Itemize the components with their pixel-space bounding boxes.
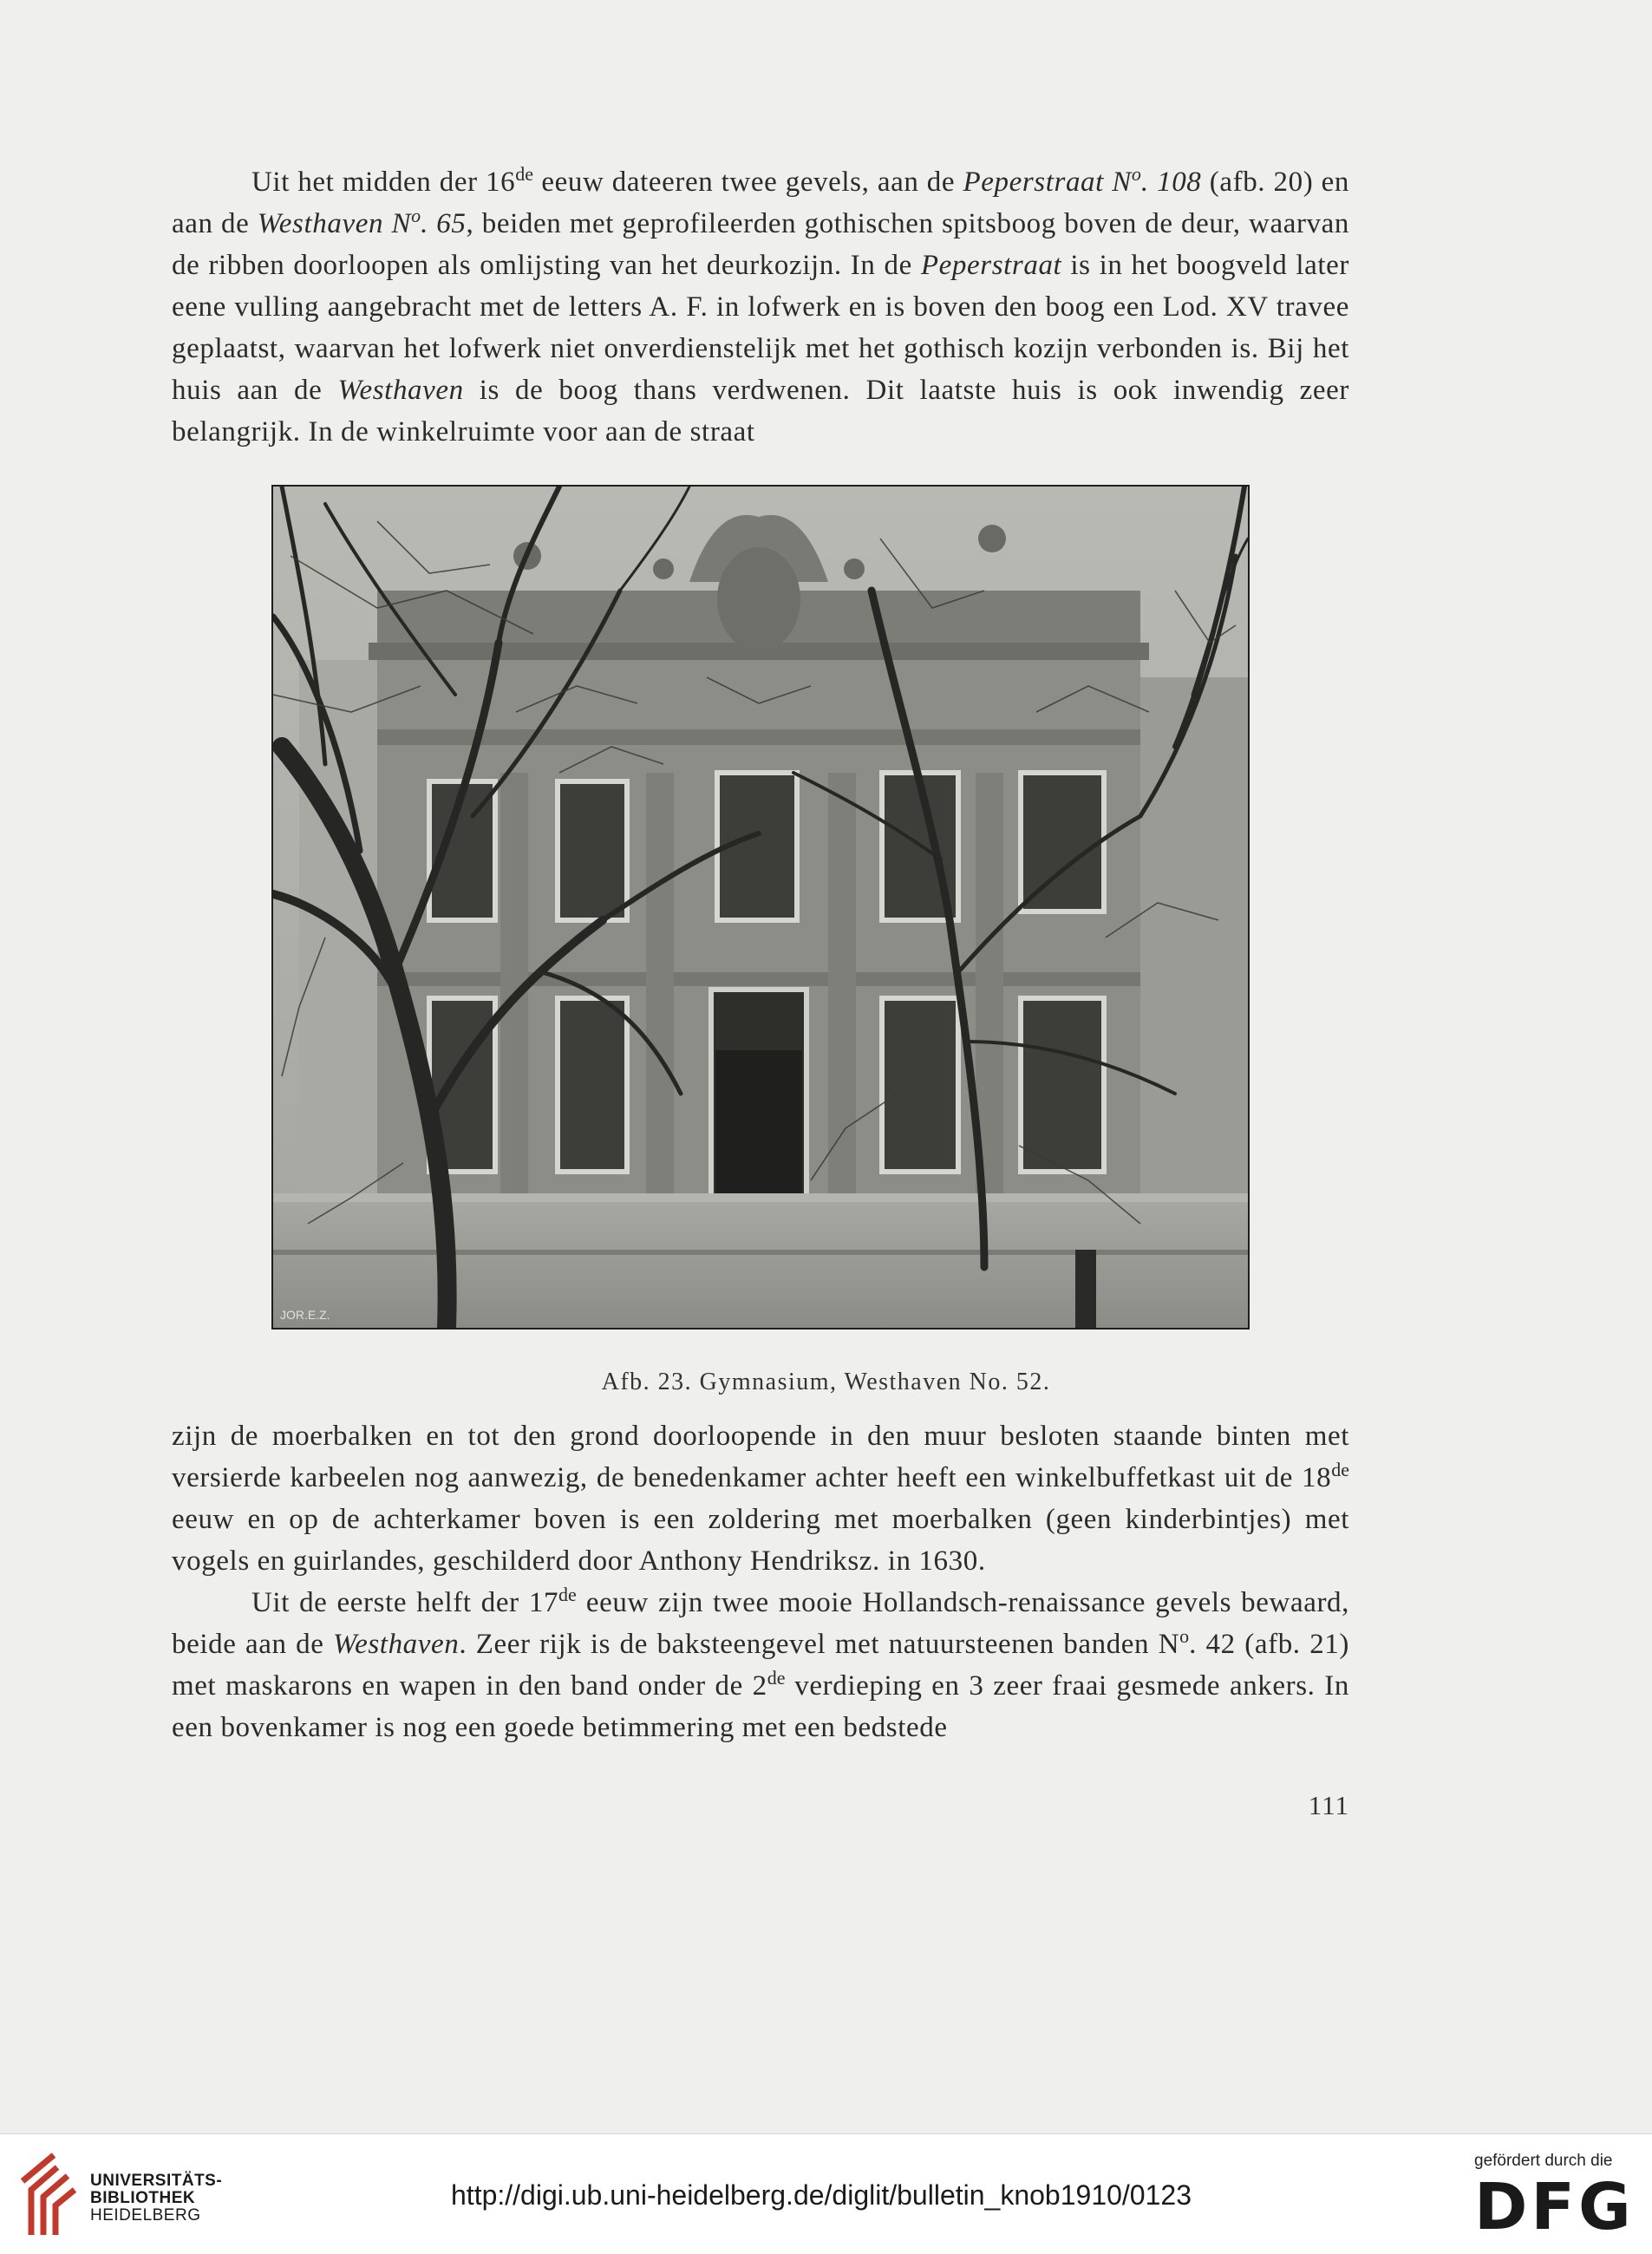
paragraph <box>172 1415 1349 1582</box>
text-run: . 42 (afb. 21) met maskarons en wapen in den band onder de 2 <box>172 1629 1349 1702</box>
viewer-footer <box>0 2133 1652 2254</box>
superscript: o <box>1131 162 1141 185</box>
text-run: . Zeer rijk is de baksteengevel met natuursteenen banden N <box>459 1629 1180 1660</box>
university-library-name <box>90 2172 222 2225</box>
italic-text: . 65 <box>421 208 467 239</box>
superscript: o <box>1179 1624 1190 1647</box>
superscript <box>411 204 421 239</box>
text-run: Uit het midden der 16 <box>251 167 516 198</box>
text-run: verdieping en 3 zeer fraai gesmede ankers. In een bovenkamer is nog een goede betimmering met een bedstede <box>172 1670 1349 1743</box>
funder-label: gefördert durch die <box>1474 2152 1613 2170</box>
building-photo-illustration <box>273 487 1248 1328</box>
page-number: 111 <box>1308 1790 1349 1820</box>
text-run: eeuw en op de achterkamer boven is een zoldering met moerbalken (geen kinderbintjes) met vogels en guirlandes, geschilderd door Anthony Hendriksz. in 1630. <box>172 1504 1349 1577</box>
dfg-logo <box>1474 2170 1635 2244</box>
library-line-1: UNIVERSITÄTS- <box>90 2172 223 2190</box>
dfg-logo-text: DFG <box>1474 2170 1635 2244</box>
photo-figure <box>271 485 1250 1330</box>
superscript: o <box>411 204 421 226</box>
body-text-bottom <box>172 1415 1349 1748</box>
university-library-logo-icon <box>19 2152 80 2238</box>
text-run: (afb. 20) en aan de <box>172 167 1349 239</box>
italic-text: Westhaven <box>333 1629 460 1660</box>
superscript <box>1131 162 1141 198</box>
paragraph <box>172 161 1349 453</box>
text-run: Uit de eerste helft der 17 <box>251 1587 559 1618</box>
permalink-url[interactable]: http://digi.ub.uni-heidelberg.de/diglit/bulletin_knob1910/0123 <box>451 2179 1192 2211</box>
text-run: is in het boogveld later eene vulling aangebracht met de letters A. F. in lofwerk en is boven den boog een Lod. XV travee geplaatst, waarvan het lofwerk niet onverdienstelijk met het gothisch kozijn verbonden is. Bij het huis aan de <box>172 250 1349 406</box>
text-run: zijn de moerbalken en tot den grond doorloopende in den muur besloten staande binten met versierde karbeelen nog aanwezig, de benedenkamer achter heeft een winkelbuffetkast uit de 18 <box>172 1421 1349 1493</box>
text-run: eeuw zijn twee mooie Hollandsch-renaissance gevels bewaard, beide aan de <box>172 1587 1349 1660</box>
superscript: de <box>515 162 534 185</box>
superscript: de <box>1331 1458 1349 1480</box>
italic-text: Westhaven N <box>257 208 412 239</box>
figure-caption: Afb. 23. Gymnasium, Westhaven No. 52. <box>601 1369 1051 1395</box>
italic-text: Peperstraat <box>920 250 1062 281</box>
superscript: de <box>558 1583 577 1605</box>
text-run: eeuw dateeren twee gevels, aan de <box>533 167 963 198</box>
paragraph <box>172 1582 1349 1748</box>
italic-text: Peperstraat N <box>963 167 1132 198</box>
library-line-3: HEIDELBERG <box>90 2206 201 2225</box>
superscript: de <box>767 1666 786 1689</box>
body-text-top <box>172 161 1349 453</box>
text-run: , beiden met geprofileerden gothischen spitsboog boven de deur, waarvan de ribben doorloopen als omlijsting van het deurkozijn. In de <box>172 208 1349 281</box>
italic-text: . 108 <box>1140 167 1202 198</box>
text-run: is de boog thans verdwenen. Dit laatste huis is ook inwendig zeer belangrijk. In de winkelruimte voor aan de straat <box>172 375 1350 448</box>
italic-text: Westhaven <box>337 375 464 406</box>
library-line-2: BIBLIOTHEK <box>90 2189 196 2207</box>
photographer-mark: JOR.E.Z. <box>280 1308 330 1322</box>
